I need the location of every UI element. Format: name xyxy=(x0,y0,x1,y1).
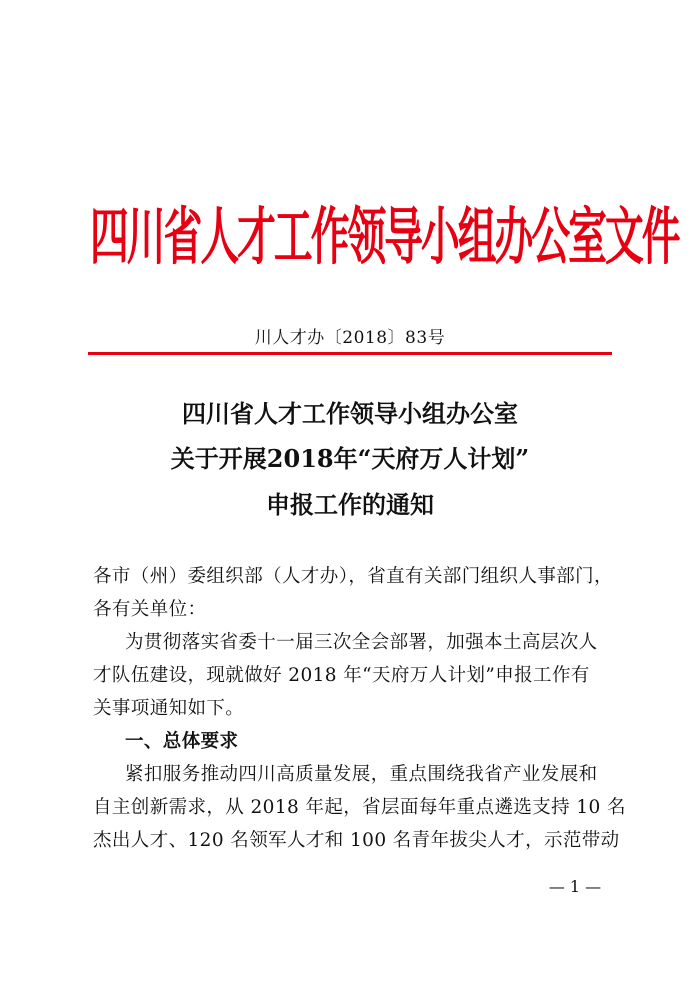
salutation-line-1: 各市（州）委组织部（人才办），省直有关部门组织人事部门， xyxy=(93,566,613,587)
organization-title-text: 四川省人才工作领导小组办公室文件 xyxy=(90,200,679,274)
notice-title-line-2: 关于开展2018年“天府万人计划” xyxy=(170,444,530,473)
red-header-title xyxy=(90,196,679,280)
section-heading-general-requirements: 一、总体要求 xyxy=(125,731,239,752)
page-number: — 1 — xyxy=(548,877,602,896)
paragraph-1-line-2: 才队伍建设，现就做好 2018 年“天府万人计划”申报工作有 xyxy=(93,665,590,686)
paragraph-1-line-3: 关事项通知如下。 xyxy=(93,698,245,719)
notice-title-line-1: 四川省人才工作领导小组办公室 xyxy=(182,399,518,428)
document-number: 川人才办〔2018〕83号 xyxy=(254,328,446,348)
salutation-line-2: 各有关单位： xyxy=(93,599,207,620)
paragraph-2-line-2: 自主创新需求，从 2018 年起，省层面每年重点遴选支持 10 名 xyxy=(93,797,626,818)
paragraph-2-line-1: 紧扣服务推动四川高质量发展，重点围绕我省产业发展和 xyxy=(125,764,598,785)
notice-title-line-3: 申报工作的通知 xyxy=(266,490,434,519)
paragraph-2-line-3: 杰出人才、120 名领军人才和 100 名青年拔尖人才，示范带动 xyxy=(93,830,620,851)
red-separator-line xyxy=(88,352,612,355)
paragraph-1-line-1: 为贯彻落实省委十一届三次全会部署，加强本土高层次人 xyxy=(125,632,598,653)
